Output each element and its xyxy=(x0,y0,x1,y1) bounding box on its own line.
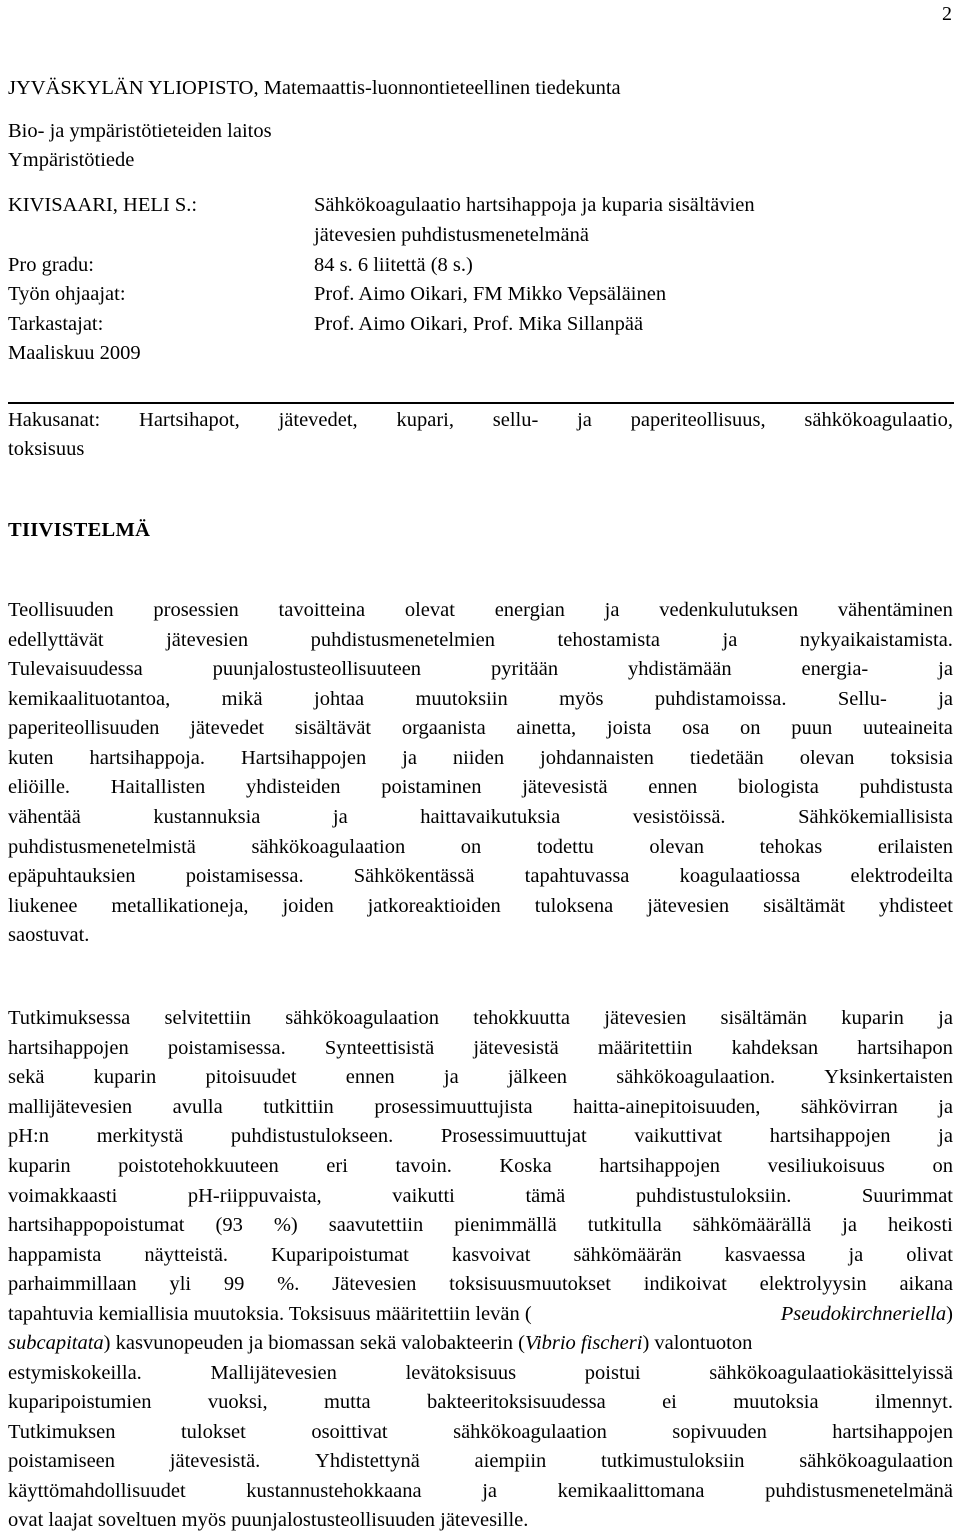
paragraph-line: parhaimmillaan yli 99 %. Jätevesien toksisuusmuutokset indikoivat elektrolyysin aikana xyxy=(8,1273,953,1295)
alga-species-genus: Pseudokirchneriella xyxy=(780,1303,947,1325)
paragraph-line: käyttömahdollisuudet kustannustehokkaana ja kemikaalittomana puhdistusmenetelmänä xyxy=(8,1480,953,1502)
paragraph-line-with-species xyxy=(8,1330,953,1356)
paragraph-line: estymiskokeilla. Mallijätevesien levätoksisuus poistui sähkökoagulaatiokäsittelyissä xyxy=(8,1362,953,1384)
paragraph-line: kuten hartsihappoja. Hartsihappojen ja niiden johdannaisten tiedetään olevan toksisia xyxy=(8,747,953,769)
subject-line: Ympäristötiede xyxy=(8,149,135,171)
author-label: KIVISAARI, HELI S.: xyxy=(8,194,198,216)
paragraph-line: paperiteollisuuden jätevedet sisältävät orgaanista ainetta, joista osa on puun uuteaineita xyxy=(8,717,953,739)
paragraph-line: epäpuhtauksien poistamisessa. Sähkökentässä tapahtuvassa koagulaatiossa elektrodeilta xyxy=(8,865,953,887)
thesis-title-line2: jätevesien puhdistusmenetelmänä xyxy=(314,224,589,246)
reviewers-value: Prof. Aimo Oikari, Prof. Mika Sillanpää xyxy=(314,313,644,335)
department-line: Bio- ja ympäristötieteiden laitos xyxy=(8,120,272,142)
date-line: Maaliskuu 2009 xyxy=(8,342,141,364)
thesis-title-line1: Sähkökoagulaatio hartsihappoja ja kuparia sisältävien xyxy=(314,194,755,216)
paragraph-line: vähentää kustannuksia ja haittavaikutuksia vesistöissä. Sähkökemiallisista xyxy=(8,806,953,828)
paragraph-line: hartsihappojen poistamisessa. Synteettisistä jätevesistä määritettiin kahdeksan hartsihapon xyxy=(8,1037,953,1059)
paragraph-line-text: ) kasvunopeuden ja biomassan sekä valobakteerin ( xyxy=(103,1332,525,1354)
alga-species-epithet: subcapitata xyxy=(8,1332,104,1354)
paragraph-line: liukenee metallikationeja, joiden jatkoreaktioiden tuloksena jätevesien sisältämät yhdisteet xyxy=(8,895,953,917)
paragraph-line-with-species: tapahtuvia kemiallisia muutoksia. Toksisuus määritettiin levän ( Pseudokirchneriella ) xyxy=(8,1303,953,1325)
page-number: 2 xyxy=(942,3,952,25)
paragraph-line: saostuvat. xyxy=(8,924,90,946)
paragraph-line: mallijätevesien avulla tutkittiin prosessimuuttujista haitta-ainepitoisuuden, sähkövirran ja xyxy=(8,1096,953,1118)
gradu-label: Pro gradu: xyxy=(8,254,94,276)
paragraph-line: edellyttävät jätevesien puhdistusmenetelmien tehostamista ja nykyaikaistamista. xyxy=(8,629,953,651)
paragraph-line: voimakkaasti pH-riippuvaista, vaikutti tämä puhdistustuloksiin. Suurimmat xyxy=(8,1185,953,1207)
supervisors-label: Työn ohjaajat: xyxy=(8,283,126,305)
paragraph-line: Tutkimuksen tulokset osoittivat sähkökoagulaation sopivuuden hartsihappojen xyxy=(8,1421,953,1443)
abstract-heading: TIIVISTELMÄ xyxy=(8,519,151,541)
paragraph-line: eliöille. Haitallisten yhdisteiden poistaminen jätevesistä ennen biologista puhdistusta xyxy=(8,776,953,798)
paragraph-line: pH:n merkitystä puhdistustulokseen. Prosessimuuttujat vaikuttivat hartsihappojen ja xyxy=(8,1125,953,1147)
paragraph-line: ovat laajat soveltuen myös puunjalostusteollisuuden jätevesille. xyxy=(8,1509,529,1531)
paragraph-line: kuparipoistumien vuoksi, mutta bakteeritoksisuudessa ei muutoksia ilmennyt. xyxy=(8,1391,953,1413)
keywords-line1: Hakusanat: Hartsihapot, jätevedet, kupari, sellu- ja paperiteollisuus, sähkökoagulaatio, xyxy=(8,409,953,431)
paragraph-line-text: ) valontuoton xyxy=(642,1332,753,1354)
paragraph-line: hartsihappopoistumat (93 %) saavutettiin pienimmällä tutkitulla sähkömäärällä ja heikosti xyxy=(8,1214,953,1236)
paragraph-line: Tutkimuksessa selvitettiin sähkökoagulaation tehokkuutta jätevesien sisältämän kuparin ja xyxy=(8,1007,953,1029)
paragraph-line: kemikaalituotantoa, mikä johtaa muutoksiin myös puhdistamoissa. Sellu- ja xyxy=(8,688,953,710)
paragraph-line-text: tapahtuvia kemiallisia muutoksia. Toksisuus määritettiin levän ( xyxy=(8,1303,532,1325)
paragraph-line: kuparin poistotehokkuuteen eri tavoin. Koska hartsihappojen vesiliukoisuus on xyxy=(8,1155,953,1177)
reviewers-label: Tarkastajat: xyxy=(8,313,104,335)
keywords-line2: toksisuus xyxy=(8,438,85,460)
paragraph-line: poistamiseen jätevesistä. Yhdistettynä aiempiin tutkimustuloksiin sähkökoagulaation xyxy=(8,1450,953,1472)
paragraph-line: happamista näytteistä. Kuparipoistumat kasvoivat sähkömäärän kasvaessa ja olivat xyxy=(8,1244,953,1266)
university-line: JYVÄSKYLÄN YLIOPISTO, Matemaattis-luonnontieteellinen tiedekunta xyxy=(8,77,621,99)
bacterium-species: Vibrio fischeri xyxy=(524,1332,643,1354)
paragraph-line: Teollisuuden prosessien tavoitteina olevat energian ja vedenkulutuksen vähentäminen xyxy=(8,599,953,621)
paragraph-line: puhdistusmenetelmistä sähkökoagulaation on todettu olevan tehokas erilaisten xyxy=(8,836,953,858)
supervisors-value: Prof. Aimo Oikari, FM Mikko Vepsäläinen xyxy=(314,283,667,305)
paragraph-line: sekä kuparin pitoisuudet ennen ja jälkeen sähkökoagulaation. Yksinkertaisten xyxy=(8,1066,953,1088)
paragraph-line: Tulevaisuudessa puunjalostusteollisuuteen pyritään yhdistämään energia- ja xyxy=(8,658,953,680)
gradu-value: 84 s. 6 liitettä (8 s.) xyxy=(314,254,473,276)
divider-rule xyxy=(8,402,954,404)
